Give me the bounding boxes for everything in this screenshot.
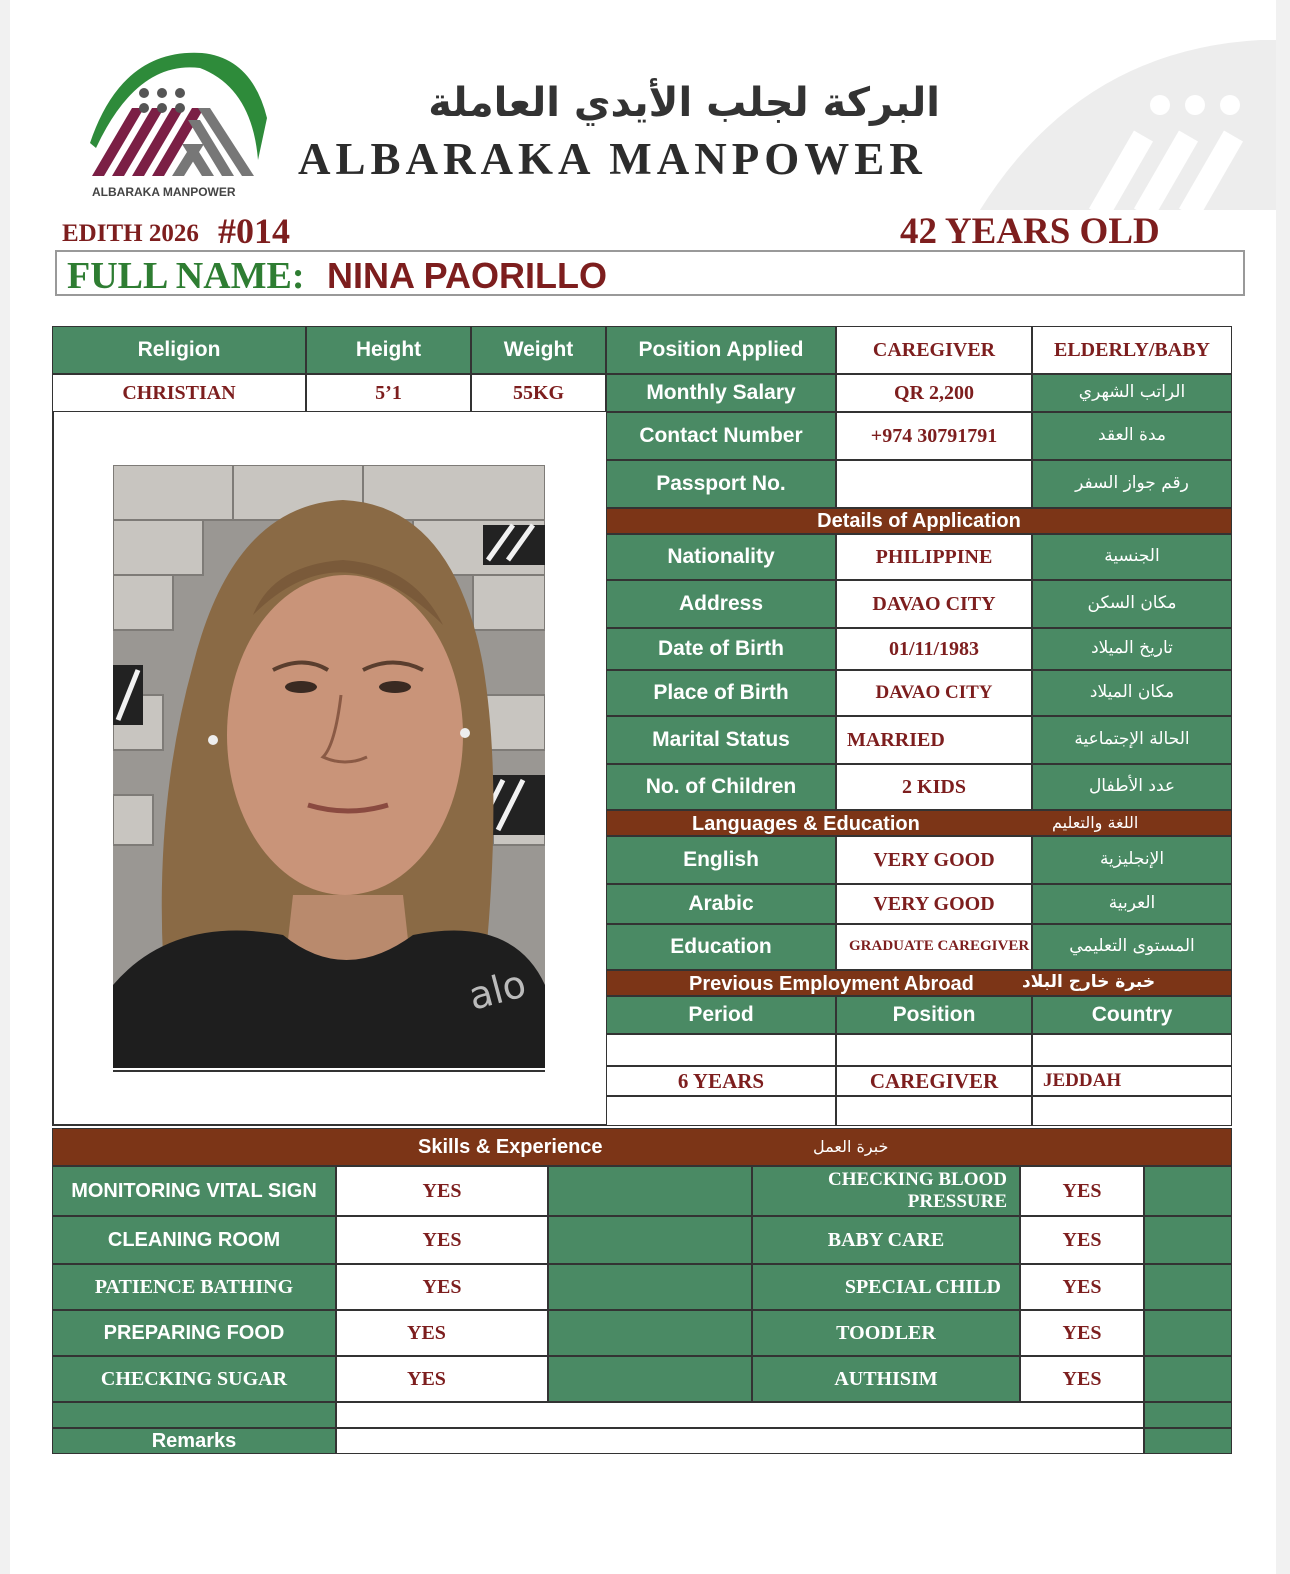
position-header: Position: [836, 996, 1032, 1034]
skill-right-value: YES: [1020, 1166, 1144, 1216]
contact-number-arabic: مدة العقد: [1032, 412, 1232, 460]
skill-left-value: YES: [336, 1216, 548, 1264]
skills-header: [52, 1128, 1232, 1166]
children-value: 2 KIDS: [836, 764, 1032, 810]
remarks-spacer: [336, 1402, 1144, 1428]
employment-header-label: Previous Employment Abroad: [689, 973, 974, 995]
languages-header: [606, 810, 1232, 836]
employment-empty-cell: [1032, 1096, 1232, 1126]
skill-spacer: [1144, 1166, 1232, 1216]
arabic-label: Arabic: [606, 884, 836, 924]
skill-right-value: YES: [1020, 1264, 1144, 1310]
skill-right-name: SPECIAL CHILD: [752, 1264, 1020, 1310]
remarks-spacer: [1144, 1402, 1232, 1428]
skill-right-value: YES: [1020, 1356, 1144, 1402]
monthly-salary-value: QR 2,200: [836, 374, 1032, 412]
passport-arabic: رقم جواز السفر: [1032, 460, 1232, 508]
position-applied-label: Position Applied: [606, 326, 836, 374]
religion-value: CHRISTIAN: [52, 374, 306, 412]
english-arabic: الإنجليزية: [1032, 836, 1232, 884]
dob-label: Date of Birth: [606, 628, 836, 670]
period-header: Period: [606, 996, 836, 1034]
reference-number: #014: [218, 211, 290, 251]
skill-left-value: YES: [336, 1166, 548, 1216]
skill-right-name: AUTHISIM: [752, 1356, 1020, 1402]
weight-header: Weight: [471, 326, 606, 374]
employment-period: 6 YEARS: [606, 1066, 836, 1096]
pob-label: Place of Birth: [606, 670, 836, 716]
employment-position: CAREGIVER: [836, 1066, 1032, 1096]
skill-left-name: CLEANING ROOM: [52, 1216, 336, 1264]
address-value: DAVAO CITY: [836, 580, 1032, 628]
full-name-label: FULL NAME:: [67, 255, 305, 297]
marital-status-label: Marital Status: [606, 716, 836, 764]
watermark-logo: [960, 20, 1276, 210]
skill-left-value: YES: [336, 1356, 548, 1402]
details-header: Details of Application: [606, 508, 1232, 534]
skill-left-value: YES: [336, 1310, 548, 1356]
marital-status-value: MARRIED: [836, 716, 1032, 764]
page-edge-right: [1276, 0, 1290, 1574]
remarks-field[interactable]: [336, 1428, 1144, 1454]
arabic-value: VERY GOOD: [836, 884, 1032, 924]
remarks-spacer: [52, 1402, 336, 1428]
employment-header-arabic: خبرة خارج البلاد: [1022, 972, 1156, 992]
skills-header-label: Skills & Experience: [418, 1136, 603, 1158]
education-label: Education: [606, 924, 836, 970]
skill-left-name: PREPARING FOOD: [52, 1310, 336, 1356]
remarks-label: Remarks: [52, 1428, 336, 1454]
nationality-arabic: الجنسية: [1032, 534, 1232, 580]
skill-right-name: BABY CARE: [752, 1216, 1020, 1264]
skill-right-value: YES: [1020, 1216, 1144, 1264]
skill-spacer: [548, 1264, 752, 1310]
skill-spacer: [548, 1356, 752, 1402]
dob-value: 01/11/1983: [836, 628, 1032, 670]
children-arabic: عدد الأطفال: [1032, 764, 1232, 810]
skill-spacer: [1144, 1216, 1232, 1264]
page-edge-left: [0, 0, 10, 1574]
employment-empty-cell: [836, 1034, 1032, 1066]
position-applied-value: CAREGIVER: [836, 326, 1032, 374]
dob-arabic: تاريخ الميلاد: [1032, 628, 1232, 670]
skill-left-name: MONITORING VITAL SIGN: [52, 1166, 336, 1216]
skill-spacer: [548, 1216, 752, 1264]
languages-header-label: Languages & Education: [692, 813, 920, 835]
pob-arabic: مكان الميلاد: [1032, 670, 1232, 716]
passport-label: Passport No.: [606, 460, 836, 508]
age-label: 42 YEARS OLD: [900, 211, 1160, 252]
religion-header: Religion: [52, 326, 306, 374]
employment-header: [606, 970, 1232, 996]
employment-empty-cell: [836, 1096, 1032, 1126]
skills-header-arabic: خبرة العمل: [813, 1137, 889, 1156]
contact-number-label: Contact Number: [606, 412, 836, 460]
country-header: Country: [1032, 996, 1232, 1034]
skill-right-value: YES: [1020, 1310, 1144, 1356]
employment-empty-cell: [606, 1096, 836, 1126]
skill-left-value: YES: [336, 1264, 548, 1310]
nationality-label: Nationality: [606, 534, 836, 580]
company-english-name: ALBARAKA MANPOWER: [298, 134, 927, 184]
education-value: GRADUATE CAREGIVER: [836, 924, 1032, 970]
arabic-arabic: العربية: [1032, 884, 1232, 924]
skill-left-name: PATIENCE BATHING: [52, 1264, 336, 1310]
skill-right-name: TOODLER: [752, 1310, 1020, 1356]
monthly-salary-arabic: الراتب الشهري: [1032, 374, 1232, 412]
languages-header-arabic: اللغة والتعليم: [1052, 813, 1139, 832]
marital-status-arabic: الحالة الإجتماعية: [1032, 716, 1232, 764]
skill-spacer: [1144, 1356, 1232, 1402]
address-arabic: مكان السكن: [1032, 580, 1232, 628]
skill-spacer: [548, 1310, 752, 1356]
full-name-box: [55, 250, 1245, 296]
skill-left-name: CHECKING SUGAR: [52, 1356, 336, 1402]
nationality-value: PHILIPPINE: [836, 534, 1032, 580]
english-value: VERY GOOD: [836, 836, 1032, 884]
employment-empty-cell: [606, 1034, 836, 1066]
applicant-photo: [113, 465, 545, 1068]
remarks-spacer: [1144, 1428, 1232, 1454]
full-name-value: NINA PAORILLO: [327, 255, 607, 296]
english-label: English: [606, 836, 836, 884]
skill-spacer: [1144, 1310, 1232, 1356]
photo-underline: [113, 1070, 545, 1072]
logo-caption: ALBARAKA MANPOWER: [92, 185, 236, 199]
children-label: No. of Children: [606, 764, 836, 810]
height-header: Height: [306, 326, 471, 374]
edition-label: EDITH 2026: [62, 220, 199, 247]
skill-spacer: [1144, 1264, 1232, 1310]
position-applied-extra: ELDERLY/BABY: [1032, 326, 1232, 374]
passport-value: [836, 460, 1032, 508]
pob-value: DAVAO CITY: [836, 670, 1032, 716]
monthly-salary-label: Monthly Salary: [606, 374, 836, 412]
skill-right-name: CHECKING BLOOD PRESSURE: [752, 1166, 1020, 1216]
svg-text:alo: alo: [463, 961, 531, 1019]
albaraka-logo: [82, 48, 272, 183]
height-value: 5’1: [306, 374, 471, 412]
employment-country: JEDDAH: [1032, 1066, 1232, 1096]
weight-value: 55KG: [471, 374, 606, 412]
skill-spacer: [548, 1166, 752, 1216]
contact-number-value: +974 30791791: [836, 412, 1032, 460]
education-arabic: المستوى التعليمي: [1032, 924, 1232, 970]
address-label: Address: [606, 580, 836, 628]
employment-empty-cell: [1032, 1034, 1232, 1066]
company-arabic-name: البركة لجلب الأيدي العاملة: [428, 80, 940, 126]
